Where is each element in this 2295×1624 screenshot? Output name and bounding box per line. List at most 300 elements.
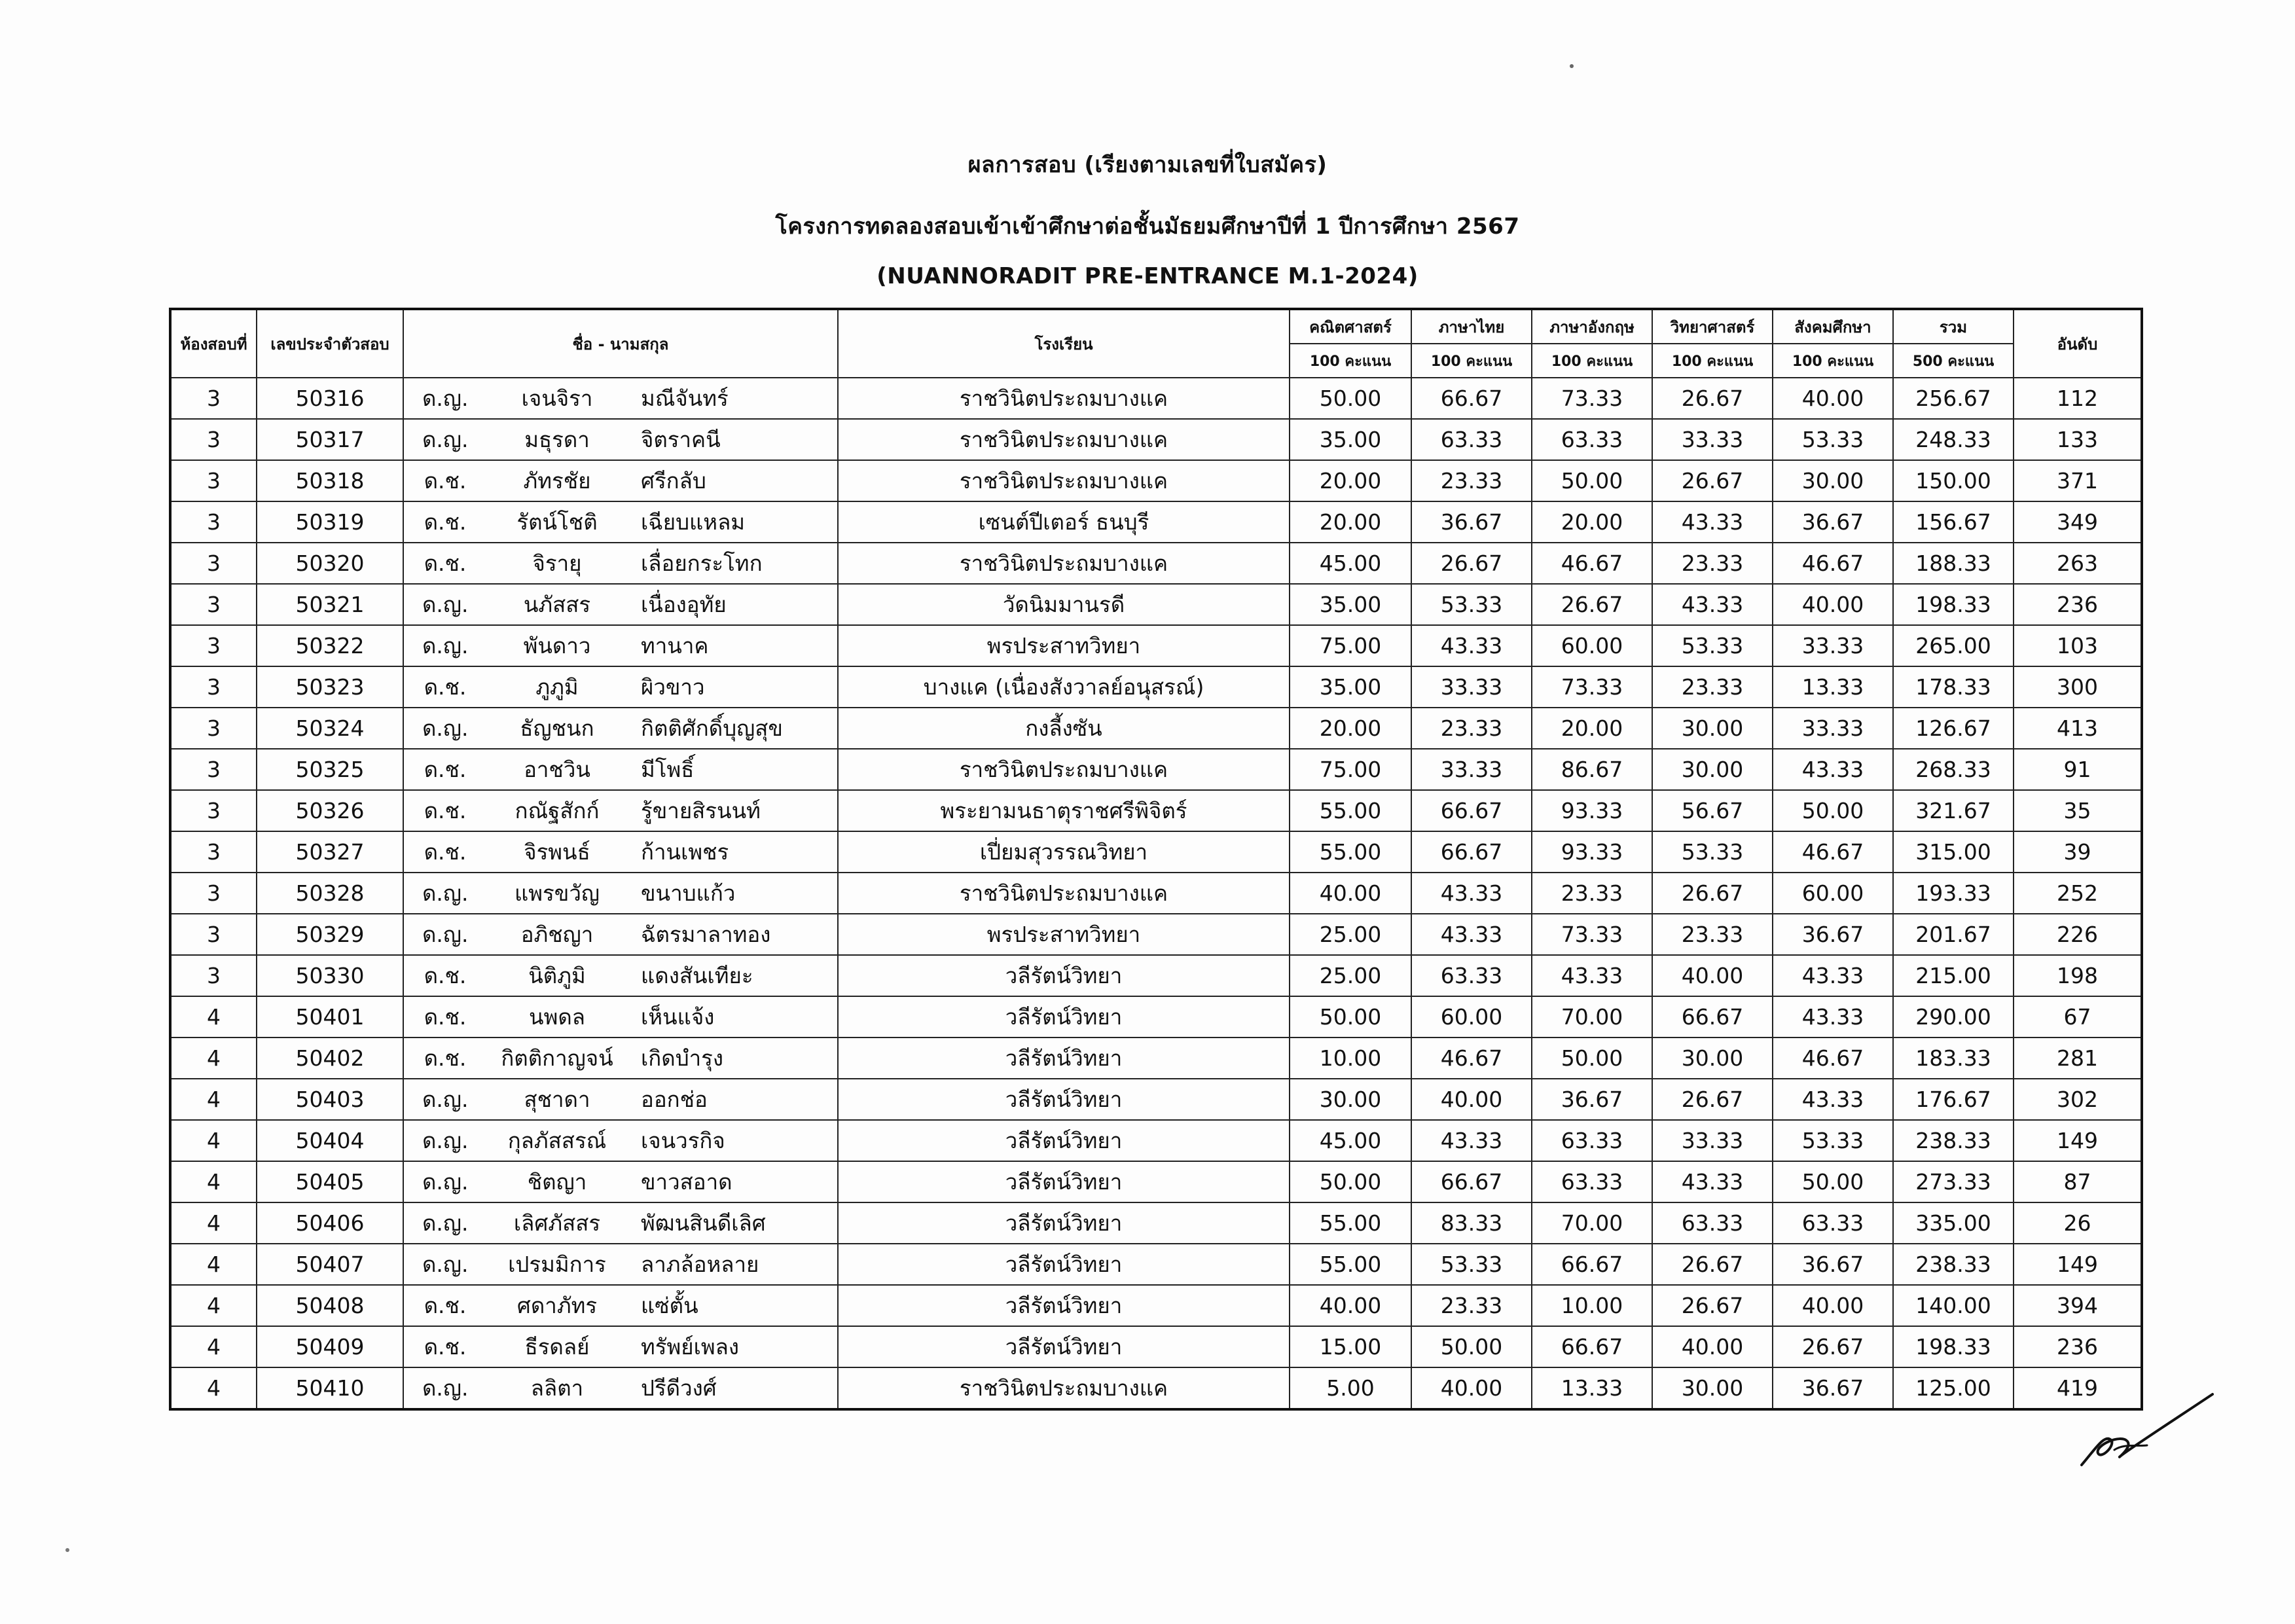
name-prefix: ด.ญ. — [422, 1252, 469, 1277]
rank-cell: 281 — [2014, 1038, 2142, 1079]
room-cell: 3 — [170, 708, 257, 749]
science-score: 43.33 — [1652, 584, 1773, 625]
thai-score: 53.33 — [1411, 1244, 1532, 1285]
total-score: 201.67 — [1893, 914, 2014, 955]
exam-no-cell: 50318 — [257, 460, 403, 501]
school-cell: พระยามนธาตุราชศรีพิจิตร์ — [838, 790, 1290, 831]
exam-no-cell: 50407 — [257, 1244, 403, 1285]
name-cell — [403, 831, 838, 873]
table-row — [170, 1367, 2142, 1409]
rank-cell: 349 — [2014, 501, 2142, 543]
math-score: 20.00 — [1290, 460, 1411, 501]
first-name: เจนจิรา — [521, 386, 593, 411]
science-full-score: 100 คะแนน — [1652, 344, 1773, 378]
name-prefix: ด.ญ. — [422, 880, 469, 906]
col-english-header: ภาษาอังกฤษ — [1532, 309, 1652, 344]
science-score: 40.00 — [1652, 1326, 1773, 1367]
col-exam-no-header: เลขประจำตัวสอบ — [257, 309, 403, 378]
thai-score: 53.33 — [1411, 584, 1532, 625]
science-score: 23.33 — [1652, 543, 1773, 584]
social-score: 33.33 — [1773, 625, 1893, 666]
school-cell: วลีรัตน์วิทยา — [838, 1161, 1290, 1202]
science-score: 23.33 — [1652, 666, 1773, 708]
col-thai-header: ภาษาไทย — [1411, 309, 1532, 344]
table-row — [170, 1326, 2142, 1367]
first-name: ภัทรชัย — [523, 468, 591, 494]
thai-score: 63.33 — [1411, 955, 1532, 996]
last-name: เจนวรกิจ — [641, 1128, 725, 1153]
total-score: 273.33 — [1893, 1161, 2014, 1202]
name-cell — [403, 708, 838, 749]
rank-cell: 87 — [2014, 1161, 2142, 1202]
table-row — [170, 666, 2142, 708]
col-total-header: รวม — [1893, 309, 2014, 344]
title-line-1: ผลการสอบ (เรียงตามเลขที่ใบสมัคร) — [967, 152, 1328, 178]
english-score: 60.00 — [1532, 625, 1652, 666]
english-score: 93.33 — [1532, 790, 1652, 831]
col-math-header: คณิตศาสตร์ — [1290, 309, 1411, 344]
first-name: กุลภัสสรณ์ — [507, 1128, 607, 1153]
social-score: 13.33 — [1773, 666, 1893, 708]
exam-no-cell: 50403 — [257, 1079, 403, 1120]
room-cell: 4 — [170, 1038, 257, 1079]
school-cell: กงลี้งซัน — [838, 708, 1290, 749]
table-row — [170, 501, 2142, 543]
table-row — [170, 1038, 2142, 1079]
table-row — [170, 1161, 2142, 1202]
last-name: ลาภล้อหลาย — [641, 1252, 759, 1277]
science-score: 56.67 — [1652, 790, 1773, 831]
total-score: 176.67 — [1893, 1079, 2014, 1120]
science-score: 43.33 — [1652, 1161, 1773, 1202]
thai-score: 66.67 — [1411, 378, 1532, 419]
results-body — [170, 378, 2142, 1409]
room-cell: 3 — [170, 831, 257, 873]
social-score: 46.67 — [1773, 543, 1893, 584]
name-prefix: ด.ญ. — [422, 1128, 469, 1153]
social-score: 43.33 — [1773, 955, 1893, 996]
total-score: 156.67 — [1893, 501, 2014, 543]
rank-cell: 371 — [2014, 460, 2142, 501]
school-cell: วลีรัตน์วิทยา — [838, 1120, 1290, 1161]
english-score: 73.33 — [1532, 666, 1652, 708]
col-rank-header: อันดับ — [2014, 309, 2142, 378]
english-score: 63.33 — [1532, 1120, 1652, 1161]
name-cell — [403, 625, 838, 666]
table-row — [170, 831, 2142, 873]
total-score: 268.33 — [1893, 749, 2014, 790]
room-cell: 4 — [170, 1120, 257, 1161]
social-score: 36.67 — [1773, 914, 1893, 955]
total-score: 183.33 — [1893, 1038, 2014, 1079]
room-cell: 4 — [170, 1079, 257, 1120]
table-row — [170, 1285, 2142, 1326]
science-score: 23.33 — [1652, 914, 1773, 955]
last-name: แซ่ตั้น — [641, 1293, 698, 1318]
rank-cell: 263 — [2014, 543, 2142, 584]
name-prefix: ด.ญ. — [422, 633, 469, 659]
thai-score: 33.33 — [1411, 749, 1532, 790]
name-cell — [403, 1120, 838, 1161]
name-cell — [403, 914, 838, 955]
first-name: อาชวิน — [524, 757, 590, 782]
col-school-header: โรงเรียน — [838, 309, 1290, 378]
school-cell: วลีรัตน์วิทยา — [838, 1285, 1290, 1326]
last-name: จิตราคนี — [641, 427, 721, 452]
english-score: 50.00 — [1532, 460, 1652, 501]
science-score: 26.67 — [1652, 378, 1773, 419]
last-name: แดงสันเทียะ — [641, 963, 753, 988]
scan-speck — [65, 1548, 69, 1552]
thai-score: 60.00 — [1411, 996, 1532, 1038]
school-cell: ราชวินิตประถมบางแค — [838, 749, 1290, 790]
table-row — [170, 914, 2142, 955]
school-cell: เปี่ยมสุวรรณวิทยา — [838, 831, 1290, 873]
english-score: 20.00 — [1532, 501, 1652, 543]
rank-cell: 112 — [2014, 378, 2142, 419]
english-score: 70.00 — [1532, 1202, 1652, 1244]
scan-speck — [1570, 64, 1574, 68]
name-prefix: ด.ญ. — [422, 427, 469, 452]
thai-full-score: 100 คะแนน — [1411, 344, 1532, 378]
total-score: 321.67 — [1893, 790, 2014, 831]
name-cell — [403, 543, 838, 584]
last-name: มณีจันทร์ — [641, 386, 729, 411]
exam-no-cell: 50327 — [257, 831, 403, 873]
school-cell: วลีรัตน์วิทยา — [838, 1244, 1290, 1285]
name-prefix: ด.ช. — [424, 1004, 467, 1030]
exam-no-cell: 50328 — [257, 873, 403, 914]
school-cell: พรประสาทวิทยา — [838, 625, 1290, 666]
name-prefix: ด.ช. — [424, 468, 467, 494]
name-prefix: ด.ญ. — [422, 715, 469, 741]
science-score: 43.33 — [1652, 501, 1773, 543]
last-name: เห็นแจ้ง — [641, 1004, 715, 1030]
room-cell: 4 — [170, 1161, 257, 1202]
room-cell: 4 — [170, 1326, 257, 1367]
science-score: 26.67 — [1652, 873, 1773, 914]
last-name: เกิดบำรุง — [641, 1045, 724, 1071]
col-name-header: ชื่อ - นามสกุล — [403, 309, 838, 378]
room-cell: 3 — [170, 955, 257, 996]
room-cell: 3 — [170, 873, 257, 914]
math-score: 35.00 — [1290, 666, 1411, 708]
social-score: 36.67 — [1773, 1367, 1893, 1409]
exam-no-cell: 50317 — [257, 419, 403, 460]
math-full-score: 100 คะแนน — [1290, 344, 1411, 378]
english-score: 86.67 — [1532, 749, 1652, 790]
social-score: 36.67 — [1773, 1244, 1893, 1285]
english-score: 63.33 — [1532, 419, 1652, 460]
name-prefix: ด.ช. — [424, 1334, 467, 1360]
math-score: 55.00 — [1290, 1244, 1411, 1285]
room-cell: 4 — [170, 1285, 257, 1326]
math-score: 40.00 — [1290, 1285, 1411, 1326]
english-score: 43.33 — [1532, 955, 1652, 996]
exam-no-cell: 50320 — [257, 543, 403, 584]
total-score: 188.33 — [1893, 543, 2014, 584]
name-prefix: ด.ช. — [424, 757, 467, 782]
thai-score: 63.33 — [1411, 419, 1532, 460]
science-score: 26.67 — [1652, 1285, 1773, 1326]
title-line-2: โครงการทดลองสอบเข้าเข้าศึกษาต่อชั้นมัธยมศึกษาปีที่ 1 ปีการศึกษา 2567 — [775, 213, 1520, 240]
thai-score: 46.67 — [1411, 1038, 1532, 1079]
last-name: ก้านเพชร — [641, 839, 729, 865]
science-score: 53.33 — [1652, 831, 1773, 873]
total-score: 290.00 — [1893, 996, 2014, 1038]
school-cell: วลีรัตน์วิทยา — [838, 1202, 1290, 1244]
science-score: 30.00 — [1652, 708, 1773, 749]
school-cell: วลีรัตน์วิทยา — [838, 1079, 1290, 1120]
english-score: 73.33 — [1532, 378, 1652, 419]
name-cell — [403, 419, 838, 460]
rank-cell: 198 — [2014, 955, 2142, 996]
social-score: 30.00 — [1773, 460, 1893, 501]
exam-no-cell: 50329 — [257, 914, 403, 955]
rank-cell: 67 — [2014, 996, 2142, 1038]
table-row — [170, 708, 2142, 749]
room-cell: 3 — [170, 749, 257, 790]
room-cell: 3 — [170, 666, 257, 708]
social-score: 63.33 — [1773, 1202, 1893, 1244]
name-prefix: ด.ญ. — [422, 922, 469, 947]
total-score: 265.00 — [1893, 625, 2014, 666]
exam-no-cell: 50321 — [257, 584, 403, 625]
math-score: 75.00 — [1290, 749, 1411, 790]
thai-score: 36.67 — [1411, 501, 1532, 543]
total-score: 315.00 — [1893, 831, 2014, 873]
exam-no-cell: 50405 — [257, 1161, 403, 1202]
name-cell — [403, 1202, 838, 1244]
rank-cell: 413 — [2014, 708, 2142, 749]
thai-score: 43.33 — [1411, 914, 1532, 955]
english-score: 46.67 — [1532, 543, 1652, 584]
math-score: 45.00 — [1290, 1120, 1411, 1161]
rank-cell: 394 — [2014, 1285, 2142, 1326]
english-score: 50.00 — [1532, 1038, 1652, 1079]
room-cell: 4 — [170, 1367, 257, 1409]
social-score: 26.67 — [1773, 1326, 1893, 1367]
total-full-score: 500 คะแนน — [1893, 344, 2014, 378]
col-room-header: ห้องสอบที่ — [170, 309, 257, 378]
math-score: 25.00 — [1290, 914, 1411, 955]
english-score: 70.00 — [1532, 996, 1652, 1038]
name-cell — [403, 1161, 838, 1202]
rank-cell: 236 — [2014, 584, 2142, 625]
name-prefix: ด.ญ. — [422, 1375, 469, 1401]
science-score: 26.67 — [1652, 1079, 1773, 1120]
name-prefix: ด.ช. — [424, 963, 467, 988]
english-score: 73.33 — [1532, 914, 1652, 955]
math-score: 45.00 — [1290, 543, 1411, 584]
rank-cell: 103 — [2014, 625, 2142, 666]
last-name: พัฒนสินดีเลิศ — [641, 1210, 766, 1236]
rank-cell: 419 — [2014, 1367, 2142, 1409]
social-score: 60.00 — [1773, 873, 1893, 914]
science-score: 63.33 — [1652, 1202, 1773, 1244]
exam-no-cell: 50316 — [257, 378, 403, 419]
room-cell: 3 — [170, 914, 257, 955]
thai-score: 23.33 — [1411, 1285, 1532, 1326]
social-score: 50.00 — [1773, 1161, 1893, 1202]
last-name: กิตติศักดิ์บุญสุข — [641, 715, 783, 741]
exam-no-cell: 50330 — [257, 955, 403, 996]
last-name: เนื่องอุทัย — [641, 592, 727, 617]
room-cell: 3 — [170, 625, 257, 666]
first-name: จิรายุ — [532, 550, 582, 576]
first-name: ภูภูมิ — [535, 674, 579, 700]
math-score: 50.00 — [1290, 996, 1411, 1038]
math-score: 30.00 — [1290, 1079, 1411, 1120]
rank-cell: 300 — [2014, 666, 2142, 708]
school-cell: ราชวินิตประถมบางแค — [838, 543, 1290, 584]
last-name: ขนาบแก้ว — [641, 880, 736, 906]
rank-cell: 149 — [2014, 1244, 2142, 1285]
first-name: ธัญชนก — [520, 715, 594, 741]
total-score: 238.33 — [1893, 1244, 2014, 1285]
first-name: กณัฐสักก์ — [515, 798, 600, 823]
first-name: นภัสสร — [523, 592, 591, 617]
room-cell: 3 — [170, 460, 257, 501]
thai-score: 43.33 — [1411, 873, 1532, 914]
room-cell: 3 — [170, 543, 257, 584]
school-cell: วลีรัตน์วิทยา — [838, 1038, 1290, 1079]
social-score: 46.67 — [1773, 1038, 1893, 1079]
name-prefix: ด.ช. — [424, 509, 467, 535]
first-name: แพรขวัญ — [515, 880, 600, 906]
school-cell: ราชวินิตประถมบางแค — [838, 419, 1290, 460]
thai-score: 33.33 — [1411, 666, 1532, 708]
school-cell: เซนต์ปีเตอร์ ธนบุรี — [838, 501, 1290, 543]
exam-no-cell: 50319 — [257, 501, 403, 543]
exam-no-cell: 50325 — [257, 749, 403, 790]
thai-score: 83.33 — [1411, 1202, 1532, 1244]
english-score: 10.00 — [1532, 1285, 1652, 1326]
school-cell: วลีรัตน์วิทยา — [838, 955, 1290, 996]
name-prefix: ด.ญ. — [422, 1087, 469, 1112]
name-cell — [403, 1326, 838, 1367]
room-cell: 4 — [170, 1202, 257, 1244]
science-score: 26.67 — [1652, 1244, 1773, 1285]
rank-cell: 91 — [2014, 749, 2142, 790]
name-cell — [403, 1079, 838, 1120]
science-score: 53.33 — [1652, 625, 1773, 666]
exam-no-cell: 50406 — [257, 1202, 403, 1244]
table-row — [170, 749, 2142, 790]
math-score: 20.00 — [1290, 708, 1411, 749]
school-cell: ราชวินิตประถมบางแค — [838, 1367, 1290, 1409]
thai-score: 23.33 — [1411, 460, 1532, 501]
room-cell: 4 — [170, 1244, 257, 1285]
exam-no-cell: 50402 — [257, 1038, 403, 1079]
table-row — [170, 419, 2142, 460]
name-cell — [403, 1038, 838, 1079]
first-name: มธุรดา — [524, 427, 590, 452]
name-cell — [403, 460, 838, 501]
table-row — [170, 790, 2142, 831]
science-score: 30.00 — [1652, 749, 1773, 790]
science-score: 33.33 — [1652, 1120, 1773, 1161]
name-cell — [403, 1285, 838, 1326]
rank-cell: 35 — [2014, 790, 2142, 831]
science-score: 30.00 — [1652, 1367, 1773, 1409]
school-cell: ราชวินิตประถมบางแค — [838, 873, 1290, 914]
science-score: 30.00 — [1652, 1038, 1773, 1079]
math-score: 5.00 — [1290, 1367, 1411, 1409]
rank-cell: 226 — [2014, 914, 2142, 955]
social-score: 53.33 — [1773, 419, 1893, 460]
math-score: 15.00 — [1290, 1326, 1411, 1367]
science-score: 26.67 — [1652, 460, 1773, 501]
name-cell — [403, 378, 838, 419]
total-score: 198.33 — [1893, 1326, 2014, 1367]
english-full-score: 100 คะแนน — [1532, 344, 1652, 378]
table-row — [170, 1244, 2142, 1285]
total-score: 335.00 — [1893, 1202, 2014, 1244]
english-score: 66.67 — [1532, 1244, 1652, 1285]
header-row — [170, 309, 2142, 344]
math-score: 55.00 — [1290, 1202, 1411, 1244]
last-name: ทานาค — [641, 633, 709, 659]
exam-no-cell: 50409 — [257, 1326, 403, 1367]
name-prefix: ด.ญ. — [422, 1210, 469, 1236]
total-score: 256.67 — [1893, 378, 2014, 419]
math-score: 35.00 — [1290, 419, 1411, 460]
total-score: 150.00 — [1893, 460, 2014, 501]
last-name: เลื่อยกระโทก — [641, 550, 763, 576]
math-score: 50.00 — [1290, 378, 1411, 419]
english-score: 26.67 — [1532, 584, 1652, 625]
exam-no-cell: 50324 — [257, 708, 403, 749]
table-row — [170, 1202, 2142, 1244]
name-prefix: ด.ช. — [424, 1045, 467, 1071]
last-name: ขาวสอาด — [641, 1169, 732, 1195]
table-row — [170, 955, 2142, 996]
thai-score: 40.00 — [1411, 1367, 1532, 1409]
name-cell — [403, 584, 838, 625]
school-cell: พรประสาทวิทยา — [838, 914, 1290, 955]
math-score: 40.00 — [1290, 873, 1411, 914]
thai-score: 23.33 — [1411, 708, 1532, 749]
english-score: 66.67 — [1532, 1326, 1652, 1367]
last-name: ปรีดีวงศ์ — [641, 1375, 717, 1401]
exam-no-cell: 50401 — [257, 996, 403, 1038]
table-row — [170, 873, 2142, 914]
thai-score: 40.00 — [1411, 1079, 1532, 1120]
english-score: 63.33 — [1532, 1161, 1652, 1202]
thai-score: 50.00 — [1411, 1326, 1532, 1367]
science-score: 33.33 — [1652, 419, 1773, 460]
thai-score: 66.67 — [1411, 831, 1532, 873]
last-name: รู้ขายสิรนนท์ — [641, 798, 761, 823]
first-name: นิติภูมิ — [528, 963, 586, 988]
total-score: 248.33 — [1893, 419, 2014, 460]
table-row — [170, 543, 2142, 584]
name-cell — [403, 1244, 838, 1285]
name-cell — [403, 749, 838, 790]
first-name: รัตน์โชติ — [516, 509, 598, 535]
social-score: 40.00 — [1773, 378, 1893, 419]
english-score: 23.33 — [1532, 873, 1652, 914]
first-name: กิตติกาญจน์ — [501, 1045, 613, 1071]
total-score: 125.00 — [1893, 1367, 2014, 1409]
total-score: 198.33 — [1893, 584, 2014, 625]
rank-cell: 26 — [2014, 1202, 2142, 1244]
social-score: 36.67 — [1773, 501, 1893, 543]
room-cell: 3 — [170, 378, 257, 419]
name-prefix: ด.ช. — [424, 550, 467, 576]
col-social-header: สังคมศึกษา — [1773, 309, 1893, 344]
